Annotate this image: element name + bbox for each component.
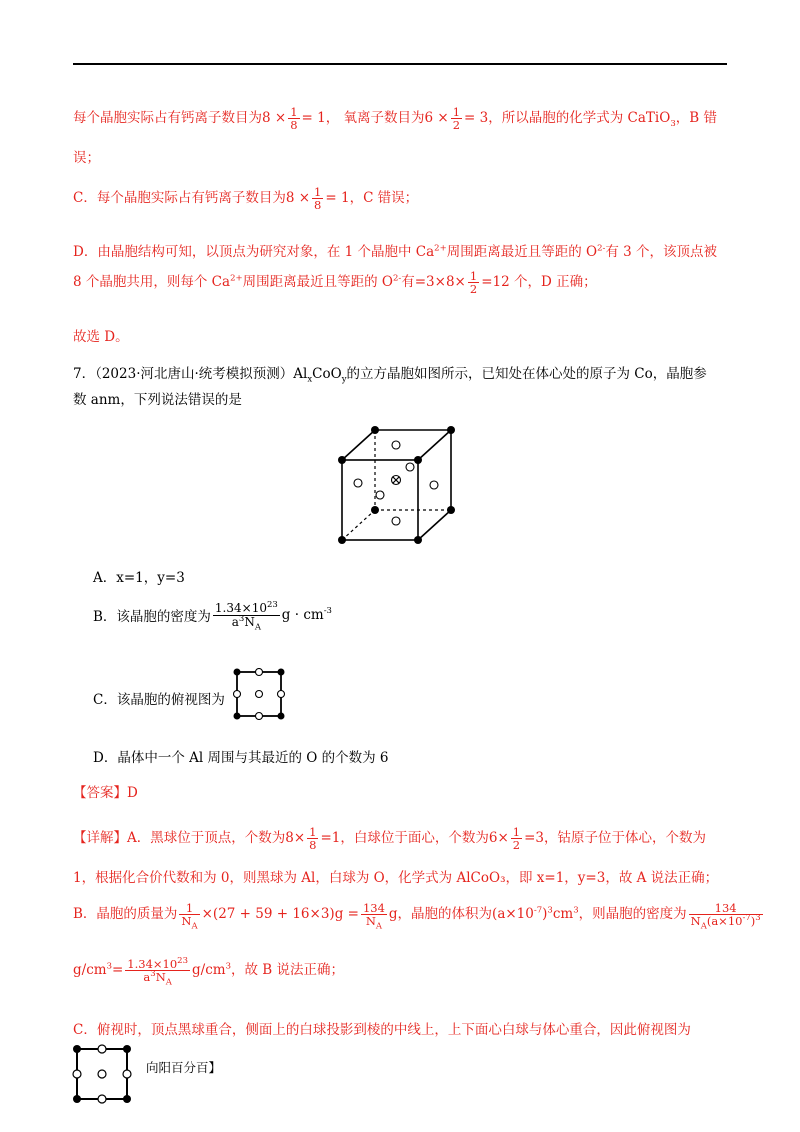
answer: 【答案】D: [73, 785, 138, 801]
para-1-line-1: 每个晶胞实际占有钙离子数目为8 × $\frac{1}{8}$ = 1， 氧离子数目为6 × $\frac{1}{2}$ = 3，所以晶胞的化学式为 CaTiO$_3$，B 错: [73, 105, 717, 133]
detail-line-4: $g/cm^3=$ $\frac{1.34\times 10^{23}}{a^3N_A}$ $g/cm^3$，故 B 说法正确；: [73, 956, 344, 988]
detail-line-5: C．俯视时，顶点黑球重合，侧面上的白球投影到棱的中线上，上下面心白球与体心重合，因此俯视图为: [73, 1022, 691, 1038]
top-view-figure-detail: [70, 1042, 134, 1104]
face-atom: [406, 463, 414, 471]
option-c: C．该晶胞的俯视图为: [93, 692, 225, 708]
detail-line-3: B．晶胞的质量为 $\frac{1}{N_A}$ ×(27 + 59 + 16×3)g = $\frac{134}{N_A}$ g，晶胞的体积为$(a\times 10^{-7})^3cm^3$，则晶胞的密度为 $\frac{134}{N_A(a\times 10^{-7})^3}$: [73, 901, 761, 932]
option-b: B．该晶胞的密度为 $\frac{1.34\times 10^{23}}{a^3N_A}$ $g \cdot cm^{-3}$: [93, 600, 332, 632]
unit-cell-figure: [330, 420, 470, 550]
corner-atom: [371, 506, 379, 514]
face-atom: [354, 479, 362, 487]
corner-atom: [414, 536, 422, 544]
detail-line-1: 【详解】A．黑球位于顶点，个数为8× $\frac{1}{8}$ =1，白球位于面心，个数为6× $\frac{1}{2}$ =3，钴原子位于体心，个数为: [73, 825, 707, 853]
para-4: 故选 D。: [73, 329, 129, 345]
corner-atom: [447, 506, 455, 514]
para-1-line-2: 误；: [73, 150, 100, 166]
header-rule: [73, 63, 727, 65]
corner-atom: [371, 426, 379, 434]
face-atom: [392, 441, 400, 449]
corner-atom: [338, 536, 346, 544]
corner-atom: [338, 456, 346, 464]
question-7-line-2: 数 anm，下列说法错误的是: [73, 392, 242, 408]
para-3-line-1: D．由晶胞结构可知，以顶点为研究对象，在 1 个晶胞中 $Ca^{2+}$周围距离最近且等距的 $O^{2-}$有 3 个，该顶点被: [73, 243, 718, 260]
para-2: C．每个晶胞实际占有钙离子数目为8 × $\frac{1}{8}$ = 1，C 错误；: [73, 185, 419, 213]
detail-line-6: 向阳百分百】: [146, 1060, 222, 1075]
para-3-line-2: 8 个晶胞共用，则每个 $Ca^{2+}$周围距离最近且等距的 $O^{2-}$有=3×8× $\frac{1}{2}$ =12 个，D 正确；: [73, 269, 597, 297]
detail-line-2: 1，根据化合价代数和为 0，则黑球为 Al，白球为 O，化学式为 AlCoO₃，即 x=1，y=3，故 A 说法正确；: [73, 870, 719, 886]
question-7-line-1: 7．（2023·河北唐山·统考模拟预测）$Al_xCoO_y$的立方晶胞如图所示，已知处在体心处的原子为 Co，晶胞参: [73, 366, 707, 385]
option-d: D．晶体中一个 Al 周围与其最近的 O 的个数为 6: [93, 750, 389, 766]
top-view-figure-option-c: [232, 668, 286, 720]
corner-atom: [414, 456, 422, 464]
face-atom: [376, 491, 384, 499]
option-a: A．x=1，y=3: [93, 570, 185, 586]
corner-atom: [447, 426, 455, 434]
face-atom: [392, 517, 400, 525]
face-atom: [430, 481, 438, 489]
